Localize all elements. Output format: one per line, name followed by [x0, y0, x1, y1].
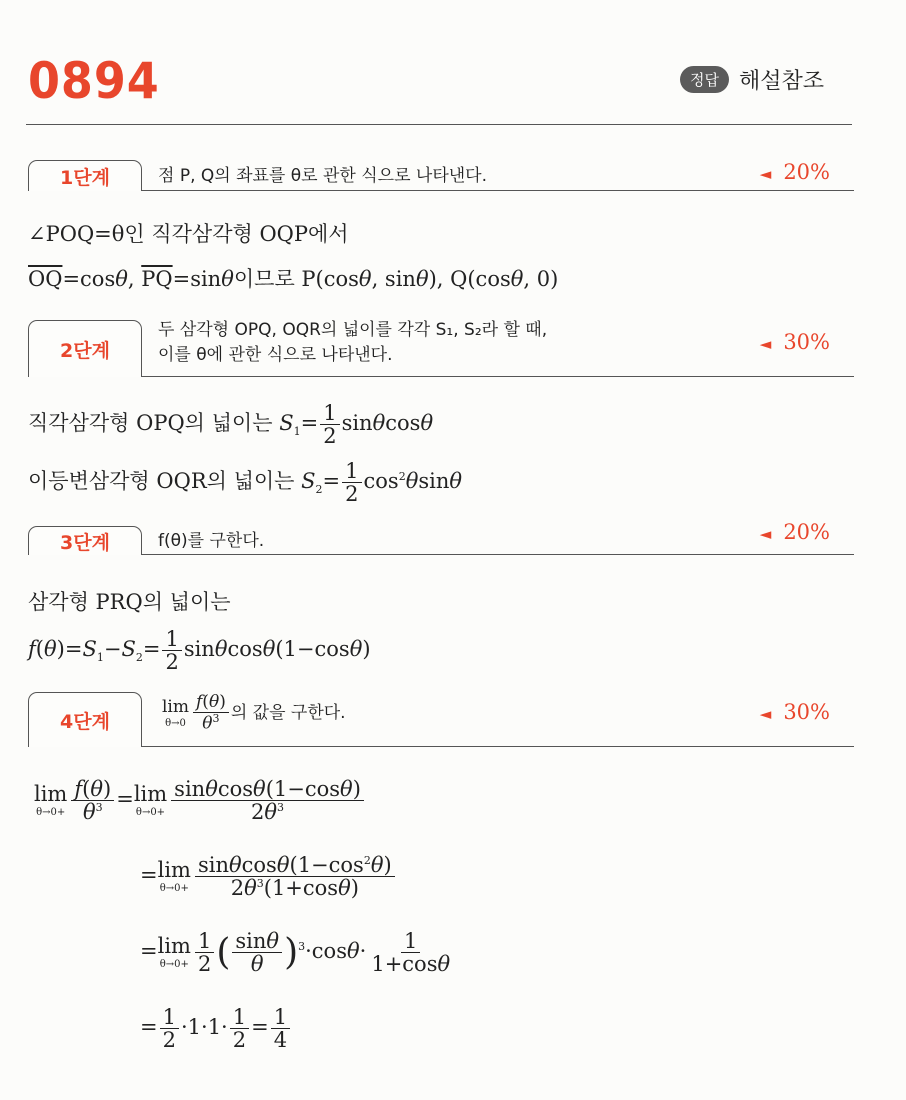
header-divider	[26, 124, 852, 125]
answer-badge: 정답	[680, 66, 729, 93]
step-1-line-1: ∠POQ=θ인 직각삼각형 OQP에서	[28, 222, 349, 246]
pointer-icon: ◄	[759, 165, 772, 183]
pointer-icon: ◄	[759, 705, 772, 723]
step-3-header	[28, 520, 854, 555]
answer-label	[680, 64, 824, 95]
step-4-tab: 4단계	[28, 692, 142, 747]
step-4-header	[28, 690, 854, 747]
step-2-desc-1: 두 삼각형 OPQ, OQR의 넓이를 각각 S₁, S₂라 할 때,	[158, 320, 548, 340]
answer-text: 해설참조	[738, 69, 824, 94]
step-3-percent: 20%	[783, 520, 830, 544]
step-3-desc: f(θ)를 구한다.	[158, 531, 265, 551]
step-2-tab: 2단계	[28, 320, 142, 377]
step-2-desc-2: 이를 θ에 관한 식으로 나타낸다.	[158, 344, 393, 365]
step-4-line-4: = $\frac{1}{2}$ ·1·1· $\frac{1}{2}$ = $\frac{1}{4}$	[140, 1006, 292, 1051]
step-1-percent: 20%	[783, 160, 830, 184]
step-4-desc: lim θ→0 $\frac{f(\theta)}{\theta^3}$ 의 값을 구한다.	[162, 692, 346, 734]
step-3-line-2: $f(\theta)=S_1-S_2=$ $\frac{1}{2}$ sinθcosθ(1−cosθ)	[28, 627, 371, 675]
step-4-line-3: =lim θ→0+ $\frac{1}{2}$ ( $\frac{\sin\theta}{\theta}$ )$^3$·cosθ· $\frac{1}{1+\cos\theta}$	[140, 929, 451, 977]
step-1-tab: 1단계	[28, 160, 142, 191]
step-1-line-2: $\overline{OQ}=\cos\theta$, $\overline{PQ}=\sin\theta$이므로 P(cosθ, sinθ), Q(cosθ, 0)	[28, 267, 559, 291]
step-1-desc: 점 P, Q의 좌표를 θ로 관한 식으로 나타낸다.	[158, 166, 487, 186]
step-3-tab: 3단계	[28, 526, 142, 555]
step-4-line-2: =lim θ→0+ $\frac{\sin\theta\cos\theta(1-\cos^2\theta)}{2\theta^3(1+\cos\theta)}$	[140, 854, 397, 899]
step-1-header	[28, 158, 854, 191]
problem-number: 0894	[28, 52, 160, 110]
pointer-icon: ◄	[759, 525, 772, 543]
step-4-percent: 30%	[783, 700, 830, 724]
step-2-header	[28, 316, 854, 377]
step-4-line-1: lim θ→0+ $\frac{f(\theta)}{\theta^3}$ =lim θ→0+ $\frac{\sin\theta\cos\theta(1-\cos\theta)}{2\theta^3}$	[34, 778, 366, 823]
step-2-line-2: 이등변삼각형 OQR의 넓이는 $S_2=$ $\frac{1}{2}$ $\cos^2\theta\sin\theta$	[28, 459, 463, 507]
step-2-percent: 30%	[783, 330, 830, 354]
step-2-line-1: 직각삼각형 OPQ의 넓이는 $S_1=$ $\frac{1}{2}$ sinθcosθ	[28, 401, 434, 449]
pointer-icon: ◄	[759, 335, 772, 353]
step-3-line-1: 삼각형 PRQ의 넓이는	[28, 590, 231, 614]
